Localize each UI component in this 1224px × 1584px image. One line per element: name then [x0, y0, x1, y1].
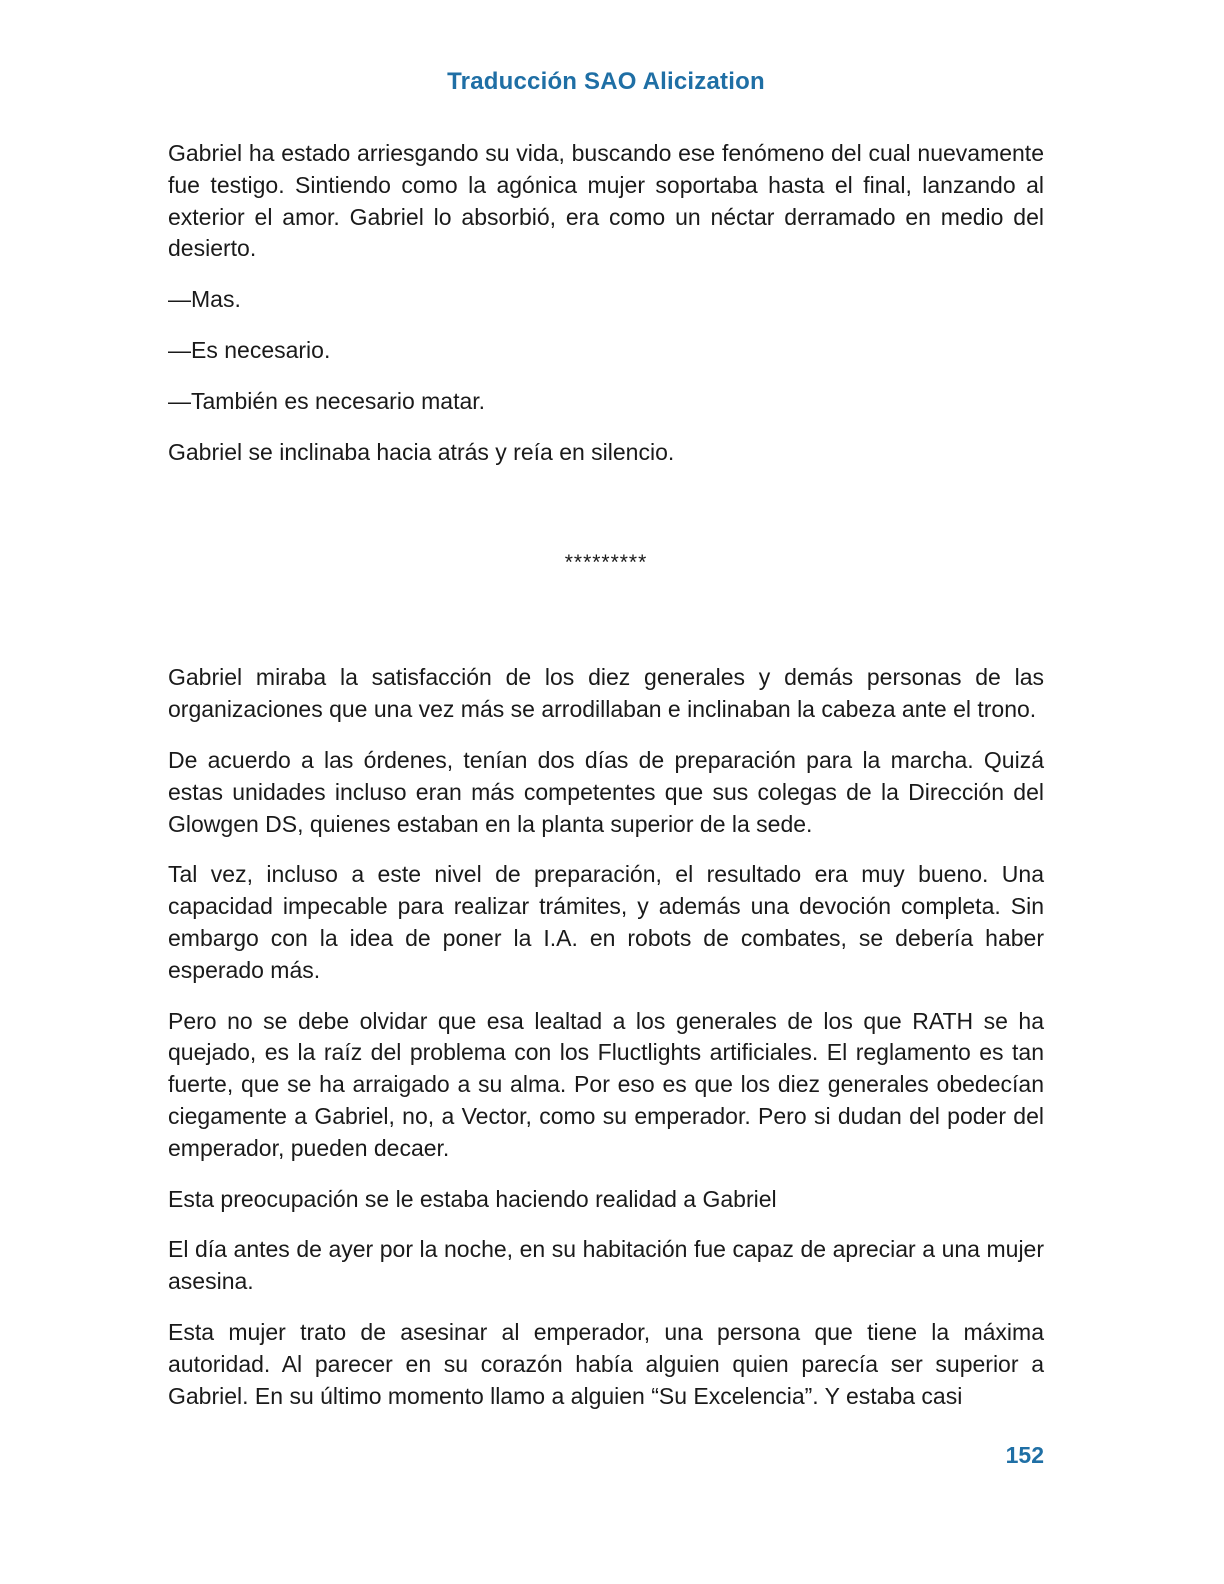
paragraph: El día antes de ayer por la noche, en su habitación fue capaz de apreciar a una mujer asesina.: [168, 1236, 1044, 1295]
page-header-title: Traducción SAO Alicization: [447, 68, 765, 95]
paragraph: Gabriel ha estado arriesgando su vida, buscando ese fenómeno del cual nuevamente fue testigo. Sintiendo como la agónica mujer soportaba hasta el final, lanzando al exterior el amor. Gabriel lo absorbió, era como un néctar derramado en medio del desierto.: [168, 140, 1044, 262]
paragraph: Pero no se debe olvidar que esa lealtad a los generales de los que RATH se ha quejado, es la raíz del problema con los Fluctlights artificiales. El reglamento es tan fuerte, que se ha arraigado a su alma. Por eso es que los diez generales obedecían ciegamente a Gabriel, no, a Vector, como su emperador. Pero si dudan del poder del emperador, pueden decaer.: [168, 1007, 1044, 1161]
page-number: 152: [1005, 1442, 1044, 1468]
paragraph: Gabriel se inclinaba hacia atrás y reía en silencio.: [168, 438, 675, 465]
paragraph: Esta preocupación se le estaba haciendo realidad a Gabriel: [168, 1185, 777, 1212]
dialogue-line: —Es necesario.: [168, 336, 331, 363]
dialogue-line: —Mas.: [168, 286, 241, 313]
page-body: [168, 138, 1044, 1431]
paragraph: Esta mujer trato de asesinar al emperador, una persona que tiene la máxima autoridad. Al parecer en su corazón había alguien quien parecía ser superior a Gabriel. En su último momento llamo a alguien “Su Excelencia”. Y estaba casi: [168, 1318, 1044, 1409]
dialogue-line: —También es necesario matar.: [168, 387, 486, 414]
paragraph: Gabriel miraba la satisfacción de los diez generales y demás personas de las organizaciones que una vez más se arrodillaban e inclinaban la cabeza ante el trono.: [168, 664, 1044, 723]
paragraph: Tal vez, incluso a este nivel de preparación, el resultado era muy bueno. Una capacidad impecable para realizar trámites, y además una devoción completa. Sin embargo con la idea de poner la I.A. en robots de combates, se debería haber esperado más.: [168, 861, 1044, 983]
section-separator: *********: [564, 551, 648, 575]
paragraph: De acuerdo a las órdenes, tenían dos días de preparación para la marcha. Quizá estas unidades incluso eran más competentes que sus colegas de la Dirección del Glowgen DS, quienes estaban en la planta superior de la sede.: [168, 746, 1044, 837]
